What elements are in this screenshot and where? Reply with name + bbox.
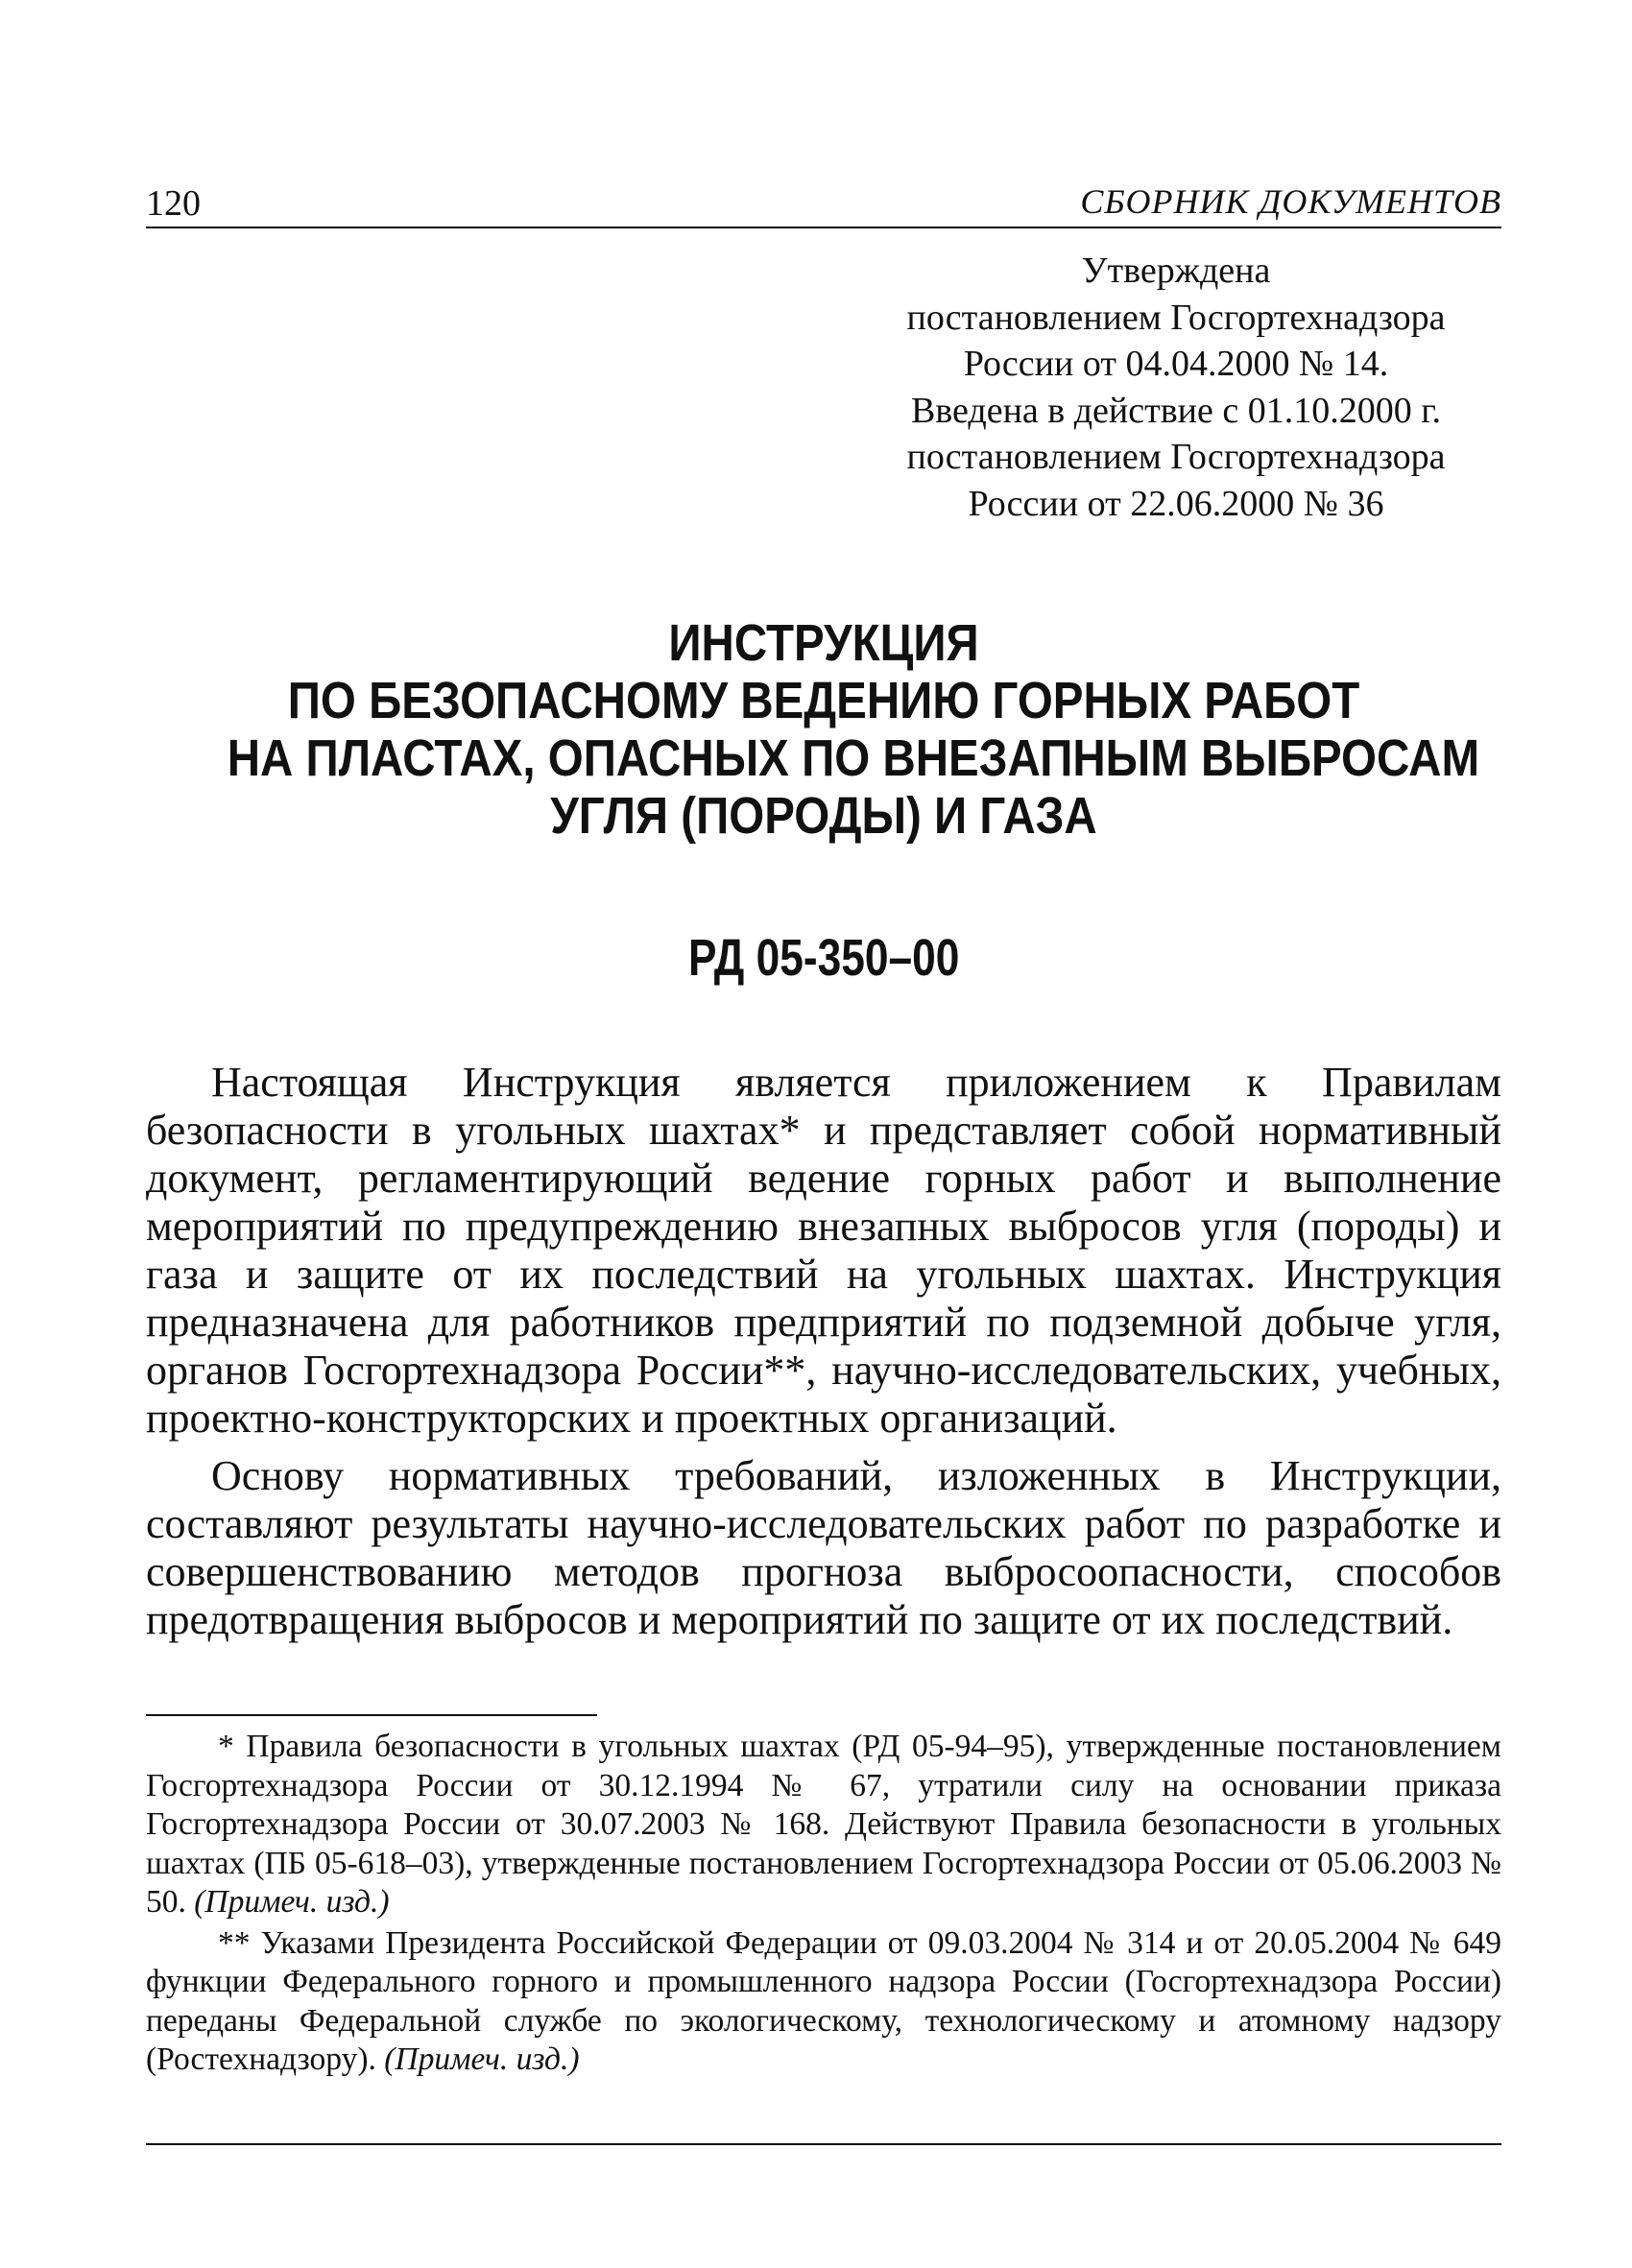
footnotes xyxy=(146,1728,1501,2080)
running-header xyxy=(146,173,1501,228)
document-code xyxy=(146,929,1501,987)
bottom-rule xyxy=(146,2143,1501,2145)
approval-line: Введена в действие с 01.10.2000 г. xyxy=(910,390,1442,431)
approval-line: постановлением Госгортехнадзора xyxy=(906,437,1446,477)
footnote-divider xyxy=(146,1714,597,1716)
title-line: ИНСТРУКЦИЯ xyxy=(668,614,979,672)
footnote-1-text: * Правила безопасности в угольных шахтах (РД 05-94–95), утвержденные постановлением Госгортехнадзора России от 30.12.1994 № 67, утратили силу на основании приказа Госгортехнадзора России от 30.07.2003 № 168. Действуют Правила безопасности в угольных шахтах (ПБ 05-618–03), утвержденные постановлением Госгортехнадзора России от 05.06.2003 № 50. xyxy=(146,1729,1501,1920)
footnote-2-text: ** Указами Президента Российской Федерации от 09.03.2004 № 314 и от 20.05.2004 № 649 функции Федерального горного и промышленного надзора России (Госгортехнадзора России) переданы Федеральной службе по экологическому, технологическому и атомному надзору (Ростехнадзору). xyxy=(146,1924,1501,2077)
approval-line: России от 04.04.2000 № 14. xyxy=(963,344,1389,384)
approval-block xyxy=(845,248,1507,527)
body-paragraph: Настоящая Инструкция является приложением к Правилам безопасности в угольных шахтах* и представляет собой нормативный документ, регламентирующий ведение горных работ и выполнение мероприятий по предупреждению внезапных выбросов угля (породы) и газа и защите от их последствий на угольных шахтах. Инструкция предназначена для работников предприятий по подземной добыче угля, органов Госгортехнадзора России**, научно-исследовательских, учебных, проектно-конструкторских и проектных организаций. xyxy=(146,1059,1501,1442)
title-line: НА ПЛАСТАХ, ОПАСНЫХ ПО ВНЕЗАПНЫМ ВЫБРОСАМ xyxy=(227,729,1480,787)
title-line: УГЛЯ (ПОРОДЫ) И ГАЗА xyxy=(550,787,1097,845)
body-text xyxy=(146,1059,1501,1644)
footnote-2 xyxy=(146,1924,1501,2080)
page-number: 120 xyxy=(146,183,201,224)
approval-line: постановлением Госгортехнадзора xyxy=(906,297,1446,338)
document-code-text: РД 05-350–00 xyxy=(687,929,960,987)
footnote-1 xyxy=(146,1728,1501,1922)
document-title xyxy=(146,614,1501,845)
editor-note: (Примеч. изд.) xyxy=(384,2041,580,2077)
approval-line: Утверждена xyxy=(1081,251,1271,291)
approval-line: России от 22.06.2000 № 36 xyxy=(968,483,1384,524)
editor-note: (Примеч. изд.) xyxy=(194,1884,390,1920)
running-title: СБОРНИК ДОКУМЕНТОВ xyxy=(1080,182,1501,221)
title-line: ПО БЕЗОПАСНОМУ ВЕДЕНИЮ ГОРНЫХ РАБОТ xyxy=(287,672,1360,729)
body-paragraph: Основу нормативных требований, изложенных в Инструкции, составляют результаты научно-исследовательских работ по разработке и совершенствованию методов прогноза выбросоопасности, способов предотвращения выбросов и мероприятий по защите от их последствий. xyxy=(146,1452,1501,1643)
